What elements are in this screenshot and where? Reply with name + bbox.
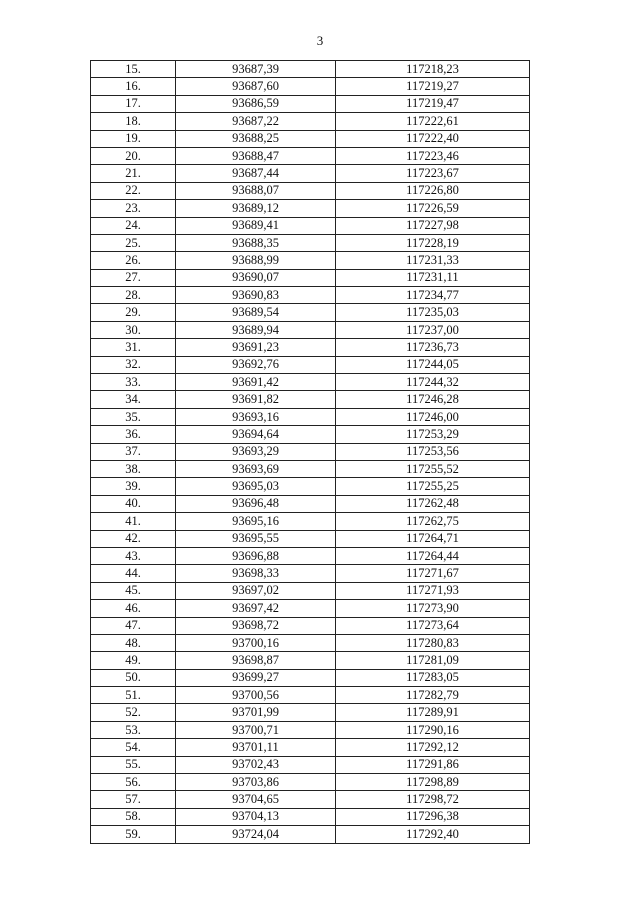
table-row bbox=[91, 669, 530, 686]
point-number-cell: 46. bbox=[91, 600, 176, 617]
x-coordinate-cell: 93698,33 bbox=[176, 565, 336, 582]
y-coordinate-cell: 117231,33 bbox=[336, 252, 530, 269]
point-number-cell: 51. bbox=[91, 687, 176, 704]
y-coordinate-cell: 117253,56 bbox=[336, 443, 530, 460]
y-coordinate-cell: 117236,73 bbox=[336, 339, 530, 356]
y-coordinate-cell: 117218,23 bbox=[336, 61, 530, 78]
x-coordinate-cell: 93687,39 bbox=[176, 61, 336, 78]
x-coordinate-cell: 93696,48 bbox=[176, 495, 336, 512]
y-coordinate-cell: 117273,64 bbox=[336, 617, 530, 634]
x-coordinate-cell: 93698,87 bbox=[176, 652, 336, 669]
x-coordinate-cell: 93689,41 bbox=[176, 217, 336, 234]
x-coordinate-cell: 93687,44 bbox=[176, 165, 336, 182]
x-coordinate-cell: 93699,27 bbox=[176, 669, 336, 686]
y-coordinate-cell: 117246,28 bbox=[336, 391, 530, 408]
point-number-cell: 29. bbox=[91, 304, 176, 321]
table-body bbox=[91, 61, 530, 844]
table-row bbox=[91, 78, 530, 95]
point-number-cell: 25. bbox=[91, 234, 176, 251]
x-coordinate-cell: 93694,64 bbox=[176, 426, 336, 443]
table-row bbox=[91, 304, 530, 321]
x-coordinate-cell: 93704,65 bbox=[176, 791, 336, 808]
y-coordinate-cell: 117264,44 bbox=[336, 547, 530, 564]
y-coordinate-cell: 117290,16 bbox=[336, 721, 530, 738]
y-coordinate-cell: 117281,09 bbox=[336, 652, 530, 669]
y-coordinate-cell: 117291,86 bbox=[336, 756, 530, 773]
point-number-cell: 26. bbox=[91, 252, 176, 269]
table-row bbox=[91, 356, 530, 373]
table-row bbox=[91, 478, 530, 495]
point-number-cell: 44. bbox=[91, 565, 176, 582]
y-coordinate-cell: 117226,80 bbox=[336, 182, 530, 199]
table-row bbox=[91, 721, 530, 738]
y-coordinate-cell: 117255,25 bbox=[336, 478, 530, 495]
y-coordinate-cell: 117253,29 bbox=[336, 426, 530, 443]
table-row bbox=[91, 600, 530, 617]
point-number-cell: 38. bbox=[91, 460, 176, 477]
x-coordinate-cell: 93688,35 bbox=[176, 234, 336, 251]
x-coordinate-cell: 93697,42 bbox=[176, 600, 336, 617]
point-number-cell: 58. bbox=[91, 808, 176, 825]
x-coordinate-cell: 93689,54 bbox=[176, 304, 336, 321]
point-number-cell: 15. bbox=[91, 61, 176, 78]
point-number-cell: 43. bbox=[91, 547, 176, 564]
x-coordinate-cell: 93689,12 bbox=[176, 200, 336, 217]
page-number: 3 bbox=[316, 33, 324, 48]
y-coordinate-cell: 117255,52 bbox=[336, 460, 530, 477]
y-coordinate-cell: 117289,91 bbox=[336, 704, 530, 721]
table-row bbox=[91, 252, 530, 269]
point-number-cell: 32. bbox=[91, 356, 176, 373]
x-coordinate-cell: 93687,22 bbox=[176, 113, 336, 130]
x-coordinate-cell: 93688,99 bbox=[176, 252, 336, 269]
point-number-cell: 21. bbox=[91, 165, 176, 182]
point-number-cell: 31. bbox=[91, 339, 176, 356]
point-number-cell: 39. bbox=[91, 478, 176, 495]
y-coordinate-cell: 117283,05 bbox=[336, 669, 530, 686]
table-row bbox=[91, 513, 530, 530]
table-row bbox=[91, 547, 530, 564]
y-coordinate-cell: 117298,72 bbox=[336, 791, 530, 808]
y-coordinate-cell: 117223,46 bbox=[336, 147, 530, 164]
point-number-cell: 48. bbox=[91, 634, 176, 651]
table-row bbox=[91, 374, 530, 391]
x-coordinate-cell: 93703,86 bbox=[176, 774, 336, 791]
y-coordinate-cell: 117227,98 bbox=[336, 217, 530, 234]
point-number-cell: 49. bbox=[91, 652, 176, 669]
table-row bbox=[91, 95, 530, 112]
x-coordinate-cell: 93691,23 bbox=[176, 339, 336, 356]
point-number-cell: 54. bbox=[91, 739, 176, 756]
point-number-cell: 50. bbox=[91, 669, 176, 686]
y-coordinate-cell: 117234,77 bbox=[336, 287, 530, 304]
x-coordinate-cell: 93688,47 bbox=[176, 147, 336, 164]
y-coordinate-cell: 117226,59 bbox=[336, 200, 530, 217]
y-coordinate-cell: 117296,38 bbox=[336, 808, 530, 825]
table-row bbox=[91, 443, 530, 460]
x-coordinate-cell: 93688,25 bbox=[176, 130, 336, 147]
x-coordinate-cell: 93695,55 bbox=[176, 530, 336, 547]
point-number-cell: 22. bbox=[91, 182, 176, 199]
point-number-cell: 42. bbox=[91, 530, 176, 547]
y-coordinate-cell: 117271,67 bbox=[336, 565, 530, 582]
y-coordinate-cell: 117282,79 bbox=[336, 687, 530, 704]
coordinates-table bbox=[90, 60, 530, 844]
point-number-cell: 45. bbox=[91, 582, 176, 599]
y-coordinate-cell: 117246,00 bbox=[336, 408, 530, 425]
x-coordinate-cell: 93696,88 bbox=[176, 547, 336, 564]
x-coordinate-cell: 93700,16 bbox=[176, 634, 336, 651]
x-coordinate-cell: 93693,69 bbox=[176, 460, 336, 477]
point-number-cell: 30. bbox=[91, 321, 176, 338]
point-number-cell: 17. bbox=[91, 95, 176, 112]
y-coordinate-cell: 117219,27 bbox=[336, 78, 530, 95]
table-row bbox=[91, 808, 530, 825]
x-coordinate-cell: 93700,71 bbox=[176, 721, 336, 738]
point-number-cell: 41. bbox=[91, 513, 176, 530]
table-row bbox=[91, 147, 530, 164]
table-row bbox=[91, 408, 530, 425]
y-coordinate-cell: 117273,90 bbox=[336, 600, 530, 617]
point-number-cell: 37. bbox=[91, 443, 176, 460]
y-coordinate-cell: 117262,48 bbox=[336, 495, 530, 512]
point-number-cell: 23. bbox=[91, 200, 176, 217]
y-coordinate-cell: 117280,83 bbox=[336, 634, 530, 651]
y-coordinate-cell: 117298,89 bbox=[336, 774, 530, 791]
x-coordinate-cell: 93702,43 bbox=[176, 756, 336, 773]
table-row bbox=[91, 739, 530, 756]
table-row bbox=[91, 287, 530, 304]
table-row bbox=[91, 617, 530, 634]
table-row bbox=[91, 61, 530, 78]
point-number-cell: 34. bbox=[91, 391, 176, 408]
point-number-cell: 40. bbox=[91, 495, 176, 512]
table-row bbox=[91, 687, 530, 704]
table-row bbox=[91, 774, 530, 791]
y-coordinate-cell: 117219,47 bbox=[336, 95, 530, 112]
x-coordinate-cell: 93700,56 bbox=[176, 687, 336, 704]
table-row bbox=[91, 460, 530, 477]
x-coordinate-cell: 93704,13 bbox=[176, 808, 336, 825]
x-coordinate-cell: 93697,02 bbox=[176, 582, 336, 599]
y-coordinate-cell: 117262,75 bbox=[336, 513, 530, 530]
x-coordinate-cell: 93690,07 bbox=[176, 269, 336, 286]
table-row bbox=[91, 200, 530, 217]
x-coordinate-cell: 93695,03 bbox=[176, 478, 336, 495]
y-coordinate-cell: 117237,00 bbox=[336, 321, 530, 338]
table-row bbox=[91, 182, 530, 199]
table-row bbox=[91, 269, 530, 286]
point-number-cell: 18. bbox=[91, 113, 176, 130]
y-coordinate-cell: 117244,05 bbox=[336, 356, 530, 373]
y-coordinate-cell: 117228,19 bbox=[336, 234, 530, 251]
y-coordinate-cell: 117222,61 bbox=[336, 113, 530, 130]
y-coordinate-cell: 117271,93 bbox=[336, 582, 530, 599]
x-coordinate-cell: 93691,42 bbox=[176, 374, 336, 391]
point-number-cell: 20. bbox=[91, 147, 176, 164]
y-coordinate-cell: 117223,67 bbox=[336, 165, 530, 182]
point-number-cell: 56. bbox=[91, 774, 176, 791]
x-coordinate-cell: 93690,83 bbox=[176, 287, 336, 304]
x-coordinate-cell: 93692,76 bbox=[176, 356, 336, 373]
point-number-cell: 53. bbox=[91, 721, 176, 738]
point-number-cell: 36. bbox=[91, 426, 176, 443]
table-row bbox=[91, 113, 530, 130]
table-row bbox=[91, 165, 530, 182]
point-number-cell: 47. bbox=[91, 617, 176, 634]
y-coordinate-cell: 117244,32 bbox=[336, 374, 530, 391]
y-coordinate-cell: 117235,03 bbox=[336, 304, 530, 321]
x-coordinate-cell: 93688,07 bbox=[176, 182, 336, 199]
x-coordinate-cell: 93698,72 bbox=[176, 617, 336, 634]
y-coordinate-cell: 117264,71 bbox=[336, 530, 530, 547]
point-number-cell: 55. bbox=[91, 756, 176, 773]
x-coordinate-cell: 93691,82 bbox=[176, 391, 336, 408]
table-row bbox=[91, 495, 530, 512]
x-coordinate-cell: 93701,99 bbox=[176, 704, 336, 721]
table-row bbox=[91, 217, 530, 234]
y-coordinate-cell: 117222,40 bbox=[336, 130, 530, 147]
point-number-cell: 27. bbox=[91, 269, 176, 286]
y-coordinate-cell: 117231,11 bbox=[336, 269, 530, 286]
x-coordinate-cell: 93686,59 bbox=[176, 95, 336, 112]
point-number-cell: 52. bbox=[91, 704, 176, 721]
x-coordinate-cell: 93693,16 bbox=[176, 408, 336, 425]
point-number-cell: 59. bbox=[91, 826, 176, 843]
point-number-cell: 33. bbox=[91, 374, 176, 391]
table-row bbox=[91, 339, 530, 356]
point-number-cell: 28. bbox=[91, 287, 176, 304]
table-row bbox=[91, 530, 530, 547]
point-number-cell: 24. bbox=[91, 217, 176, 234]
table-row bbox=[91, 565, 530, 582]
point-number-cell: 35. bbox=[91, 408, 176, 425]
table-row bbox=[91, 826, 530, 843]
table-row bbox=[91, 321, 530, 338]
table-row bbox=[91, 234, 530, 251]
x-coordinate-cell: 93689,94 bbox=[176, 321, 336, 338]
y-coordinate-cell: 117292,40 bbox=[336, 826, 530, 843]
x-coordinate-cell: 93693,29 bbox=[176, 443, 336, 460]
x-coordinate-cell: 93724,04 bbox=[176, 826, 336, 843]
table-row bbox=[91, 130, 530, 147]
table-row bbox=[91, 582, 530, 599]
point-number-cell: 57. bbox=[91, 791, 176, 808]
point-number-cell: 16. bbox=[91, 78, 176, 95]
table-row bbox=[91, 634, 530, 651]
table-row bbox=[91, 704, 530, 721]
point-number-cell: 19. bbox=[91, 130, 176, 147]
x-coordinate-cell: 93701,11 bbox=[176, 739, 336, 756]
table-row bbox=[91, 426, 530, 443]
x-coordinate-cell: 93687,60 bbox=[176, 78, 336, 95]
table-row bbox=[91, 652, 530, 669]
table-row bbox=[91, 391, 530, 408]
table-row bbox=[91, 756, 530, 773]
x-coordinate-cell: 93695,16 bbox=[176, 513, 336, 530]
y-coordinate-cell: 117292,12 bbox=[336, 739, 530, 756]
table-row bbox=[91, 791, 530, 808]
